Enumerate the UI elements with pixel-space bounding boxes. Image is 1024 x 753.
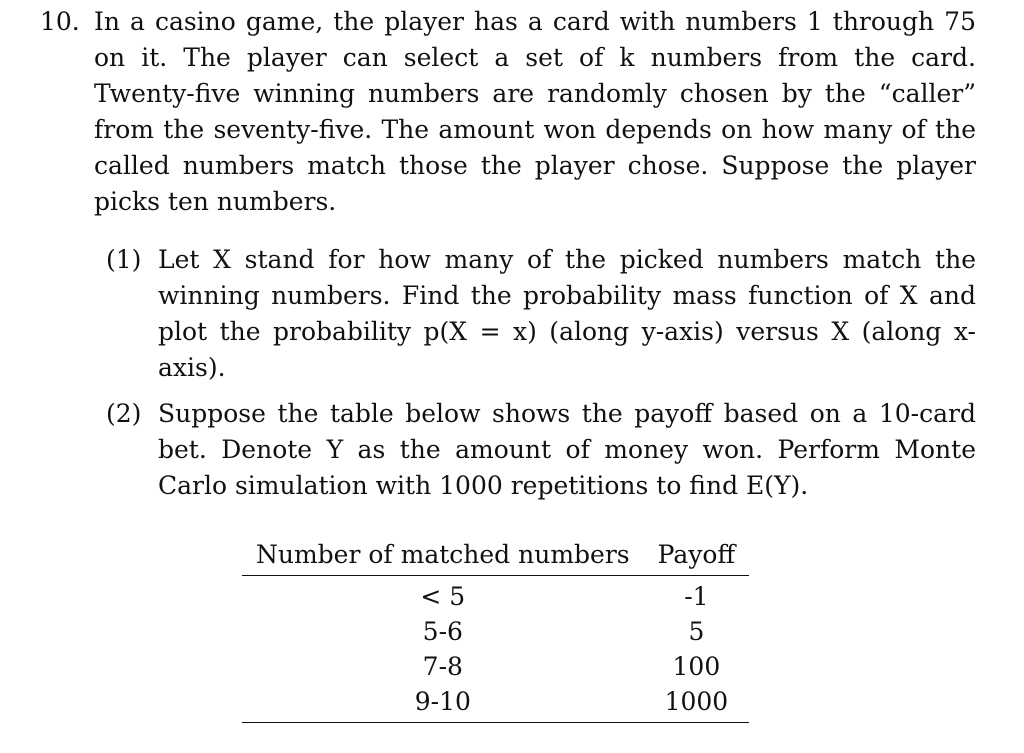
part-1-text: Let X stand for how many of the picked numbers match the winning numbers. Find the probability mass function of X and plot the probability p(X = x) (along y-axis) versus X (along x-axis). bbox=[158, 245, 976, 382]
part-1-label: (1) bbox=[106, 245, 142, 274]
payoff-table bbox=[242, 537, 749, 723]
table-row bbox=[242, 614, 749, 649]
matched-cell: 5-6 bbox=[422, 617, 463, 646]
matched-cell: 9-10 bbox=[242, 684, 644, 723]
table-row bbox=[242, 576, 749, 615]
problem-10 bbox=[40, 4, 976, 514]
header-payoff: Payoff bbox=[644, 537, 750, 576]
problem-stem: In a casino game, the player has a card with numbers 1 through 75 on it. The player can select a set of k numbers from the card. Twenty-five winning numbers are randomly chosen by the “caller” from the seventy-five. The amount won depends on how many of the called numbers match those the player chose. Suppose the player picks ten numbers. bbox=[94, 7, 976, 216]
payoff-cell: 100 bbox=[672, 652, 721, 681]
payoff-cell: -1 bbox=[684, 582, 709, 611]
matched-cell: < 5 bbox=[420, 582, 466, 611]
table-row bbox=[242, 649, 749, 684]
payoff-cell: 1000 bbox=[644, 684, 750, 723]
payoff-table-header-row bbox=[242, 537, 749, 576]
part-1 bbox=[106, 242, 976, 386]
problem-parts bbox=[106, 242, 976, 504]
part-2-label: (2) bbox=[106, 399, 142, 428]
problem-number: 10. bbox=[40, 7, 80, 36]
header-matched-numbers: Number of matched numbers bbox=[242, 537, 644, 576]
matched-cell: 7-8 bbox=[422, 652, 463, 681]
payoff-cell: 5 bbox=[688, 617, 705, 646]
part-2 bbox=[106, 396, 976, 504]
part-2-text: Suppose the table below shows the payoff based on a 10-card bet. Denote Y as the amount of money won. Perform Monte Carlo simulation with 1000 repetitions to find E(Y). bbox=[158, 399, 976, 500]
table-row bbox=[242, 684, 749, 723]
